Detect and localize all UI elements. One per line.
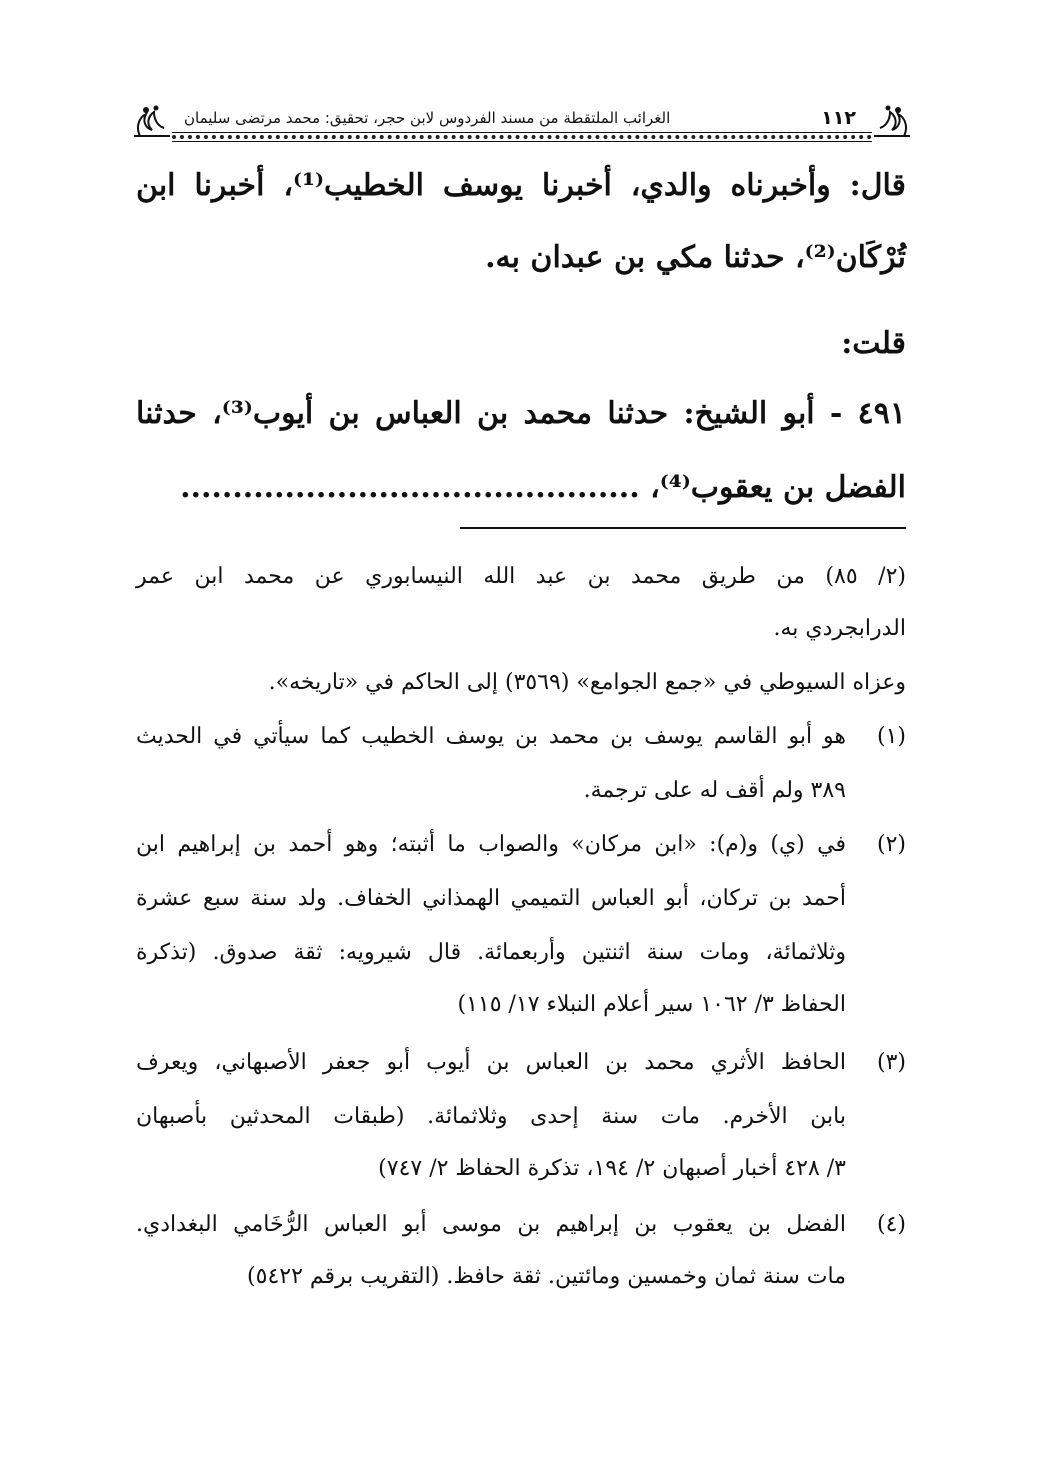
running-header	[132, 100, 912, 146]
footnote-line: وثلاثمائة، ومات سنة اثنتين وأربعمائة. قال شيرويه: ثقة صدوق. (تذكرة	[136, 940, 846, 965]
footnote-line: (٢/ ٨٥) من طريق محمد بن عبد الله النيسابوري عن محمد ابن عمر	[136, 564, 906, 589]
footnote-line: الدرابجردي به.	[773, 616, 906, 641]
footnote-line: هو أبو القاسم يوسف بن محمد بن يوسف الخطيب كما سيأتي في الحديث	[136, 724, 846, 749]
footnote-number: (١)	[876, 724, 906, 749]
hadith-line: ٤٩١ - أبو الشيخ: حدثنا محمد بن العباس بن أيوب⁽³⁾، حدثنا	[136, 396, 906, 431]
floral-ornament-icon	[132, 100, 172, 140]
footnotes	[136, 560, 906, 1320]
footnote-line: ٣٨٩ ولم أقف له على ترجمة.	[583, 778, 846, 803]
header-text-row	[176, 106, 868, 130]
footnote-number: (٣)	[876, 1050, 906, 1075]
footnote-line: أحمد بن تركان، أبو العباس التميمي الهمذاني الخفاف. ولد سنة سبع عشرة	[136, 886, 846, 911]
section-heading: قلت:	[841, 326, 906, 361]
footnote-line: ٣/ ٤٢٨ أخبار أصبهان ٢/ ١٩٤، تذكرة الحفاظ ٢/ ٧٤٧)	[378, 1156, 846, 1181]
paragraph-line: قال: وأخبرناه والدي، أخبرنا يوسف الخطيب⁽¹⁾، أخبرنا ابن	[136, 168, 906, 203]
footnote-line: بابن الأخرم. مات سنة إحدى وثلاثمائة. (طبقات المحدثين بأصبهان	[136, 1104, 846, 1129]
header-rule-dotted	[172, 135, 872, 139]
footnote-line: مات سنة ثمان وخمسين ومائتين. ثقة حافظ. (التقريب برقم ٥٤٢٢)	[247, 1264, 846, 1289]
footnote-separator	[460, 527, 906, 529]
footnote-line: الفضل بن يعقوب بن إبراهيم بن موسى أبو العباس الرُّخَامي البغدادي.	[136, 1212, 846, 1237]
page-number: ١١٢	[821, 107, 856, 129]
footnote-number: (٤)	[876, 1212, 906, 1237]
floral-ornament-icon	[872, 100, 912, 140]
footnote-line: الحفاظ ٣/ ١٠٦٢ سير أعلام النبلاء ١٧/ ١١٥)	[457, 992, 846, 1017]
footnote-line: الحافظ الأثري محمد بن العباس بن أيوب أبو جعفر الأصبهاني، ويعرف	[136, 1050, 846, 1075]
header-rule-bottom	[172, 141, 872, 142]
running-title: الغرائب الملتقطة من مسند الفردوس لابن حجر، تحقيق: محمد مرتضى سليمان	[184, 109, 671, 127]
hadith-line: الفضل بن يعقوب⁽⁴⁾، ............................................	[180, 470, 906, 505]
footnote-line: وعزاه السيوطي في «جمع الجوامع» (٣٥٦٩) إلى الحاكم في «تاريخه».	[268, 670, 906, 695]
footnote-number: (٢)	[876, 832, 906, 857]
main-text	[136, 160, 906, 510]
footnote-line: في (ي) و(م): «ابن مركان» والصواب ما أثبته؛ وهو أحمد بن إبراهيم ابن	[136, 832, 846, 857]
paragraph-line: تُرْكَان⁽²⁾، حدثنا مكي بن عبدان به.	[485, 240, 906, 275]
header-rule-top	[172, 132, 872, 133]
